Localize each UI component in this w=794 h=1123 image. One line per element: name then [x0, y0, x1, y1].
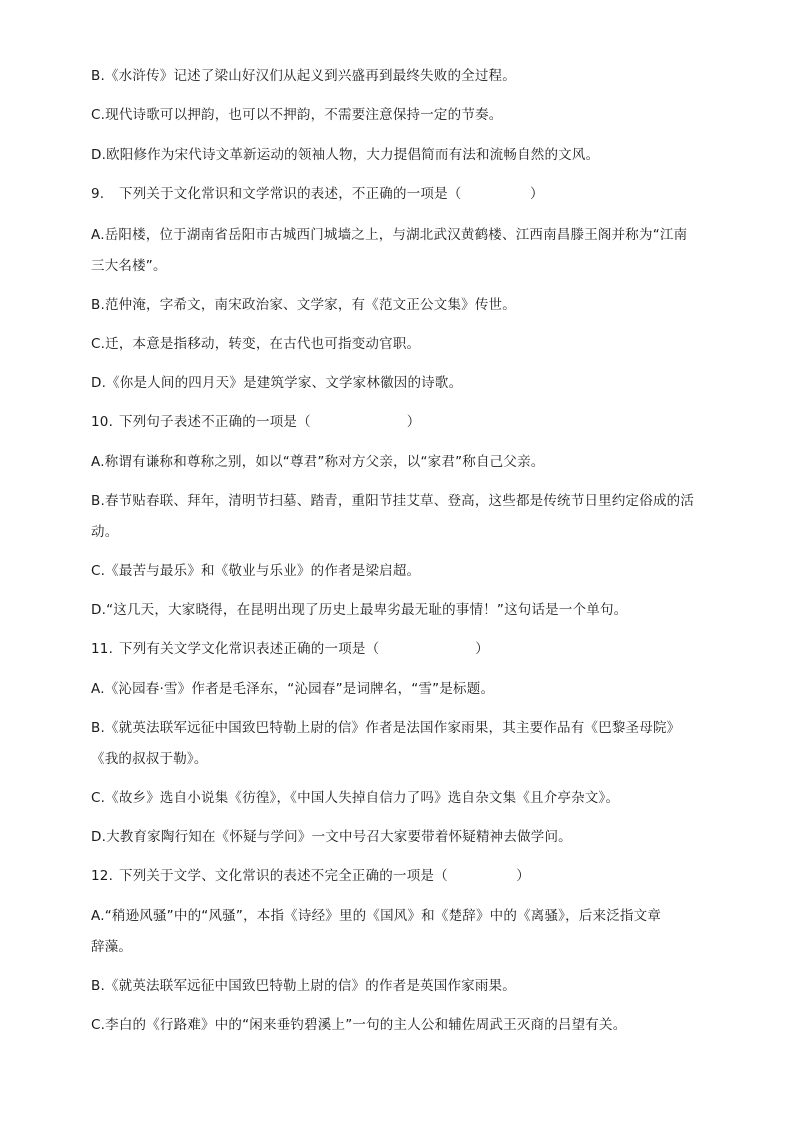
question-12	[91, 866, 711, 886]
q9-option-d: D.《你是人间的四月天》是建筑学家、文学家林徽因的诗歌。	[91, 375, 463, 391]
option-d-ouyangxiu: D.欧阳修作为宋代诗文革新运动的领袖人物，大力提倡简而有法和流畅自然的文风。	[91, 147, 600, 163]
q11-option-b-cont: 《我的叔叔于勒》。	[91, 751, 208, 767]
option-b-shuihu: B.《水浒传》记述了梁山好汉们从起义到兴盛再到最终失败的全过程。	[91, 68, 516, 84]
question-text: 下列有关文学文化常识表述正确的一项是（ ）	[119, 641, 489, 657]
q11-option-d: D.大教育家陶行知在《怀疑与学问》一文中号召大家要带着怀疑精神去做学问。	[91, 829, 572, 845]
question-number: 9.	[91, 186, 105, 202]
q9-option-c: C.迁，本意是指移动，转变，在古代也可指变动官职。	[91, 336, 421, 352]
q10-option-d: D.“这几天，大家晓得，在昆明出现了历史上最卑劣最无耻的事情！”这句话是一个单句。	[91, 602, 628, 618]
q11-option-c: C.《故乡》选自小说集《彷徨》，《中国人失掉自信力了吗》选自杂文集《且介亭杂文》。	[91, 790, 620, 806]
q9-option-b: B.范仲淹，字希文，南宋政治家、文学家，有《范文正公文集》传世。	[91, 297, 516, 313]
q10-option-b: B.春节贴春联、拜年，清明节扫墓、踏青，重阳节挂艾草、登高，这些都是传统节日里约定俗成的活	[91, 493, 695, 509]
q10-option-a: A.称谓有谦称和尊称之别，如以“尊君”称对方父亲，以“家君”称自己父亲。	[91, 454, 545, 470]
q12-option-b: B.《就英法联军远征中国致巴特勒上尉的信》的作者是英国作家雨果。	[91, 978, 516, 994]
question-number: 12.	[91, 868, 114, 884]
question-number: 11.	[91, 641, 114, 657]
question-text: 下列关于文化常识和文学常识的表述，不正确的一项是（ ）	[119, 186, 544, 202]
q10-option-c: C.《最苦与最乐》和《敬业与乐业》的作者是梁启超。	[91, 563, 421, 579]
question-11	[91, 639, 711, 659]
q12-option-c: C.李白的《行路难》中的“闲来垂钓碧溪上”一句的主人公和辅佐周武王灭商的吕望有关。	[91, 1017, 627, 1033]
q10-option-b-cont: 动。	[91, 524, 119, 540]
q9-option-a: A.岳阳楼，位于湖南省岳阳市古城西门城墙之上，与湖北武汉黄鹤楼、江西南昌滕王阁并称为“江南	[91, 227, 688, 243]
q12-option-a: A.“稍逊风骚”中的“风骚”，本指《诗经》里的《国风》和《楚辞》中的《离骚》，后来泛指文章	[91, 908, 662, 924]
q11-option-a: A.《沁园春·雪》作者是毛泽东，“沁园春”是词牌名，“雪”是标题。	[91, 681, 495, 697]
question-text: 下列句子表述不正确的一项是（ ）	[119, 414, 421, 430]
question-text: 下列关于文学、文化常识的表述不完全正确的一项是（ ）	[119, 868, 530, 884]
question-9	[91, 184, 711, 204]
question-10	[91, 412, 711, 432]
q9-option-a-cont: 三大名楼”。	[91, 258, 167, 274]
option-c-poetry: C.现代诗歌可以押韵，也可以不押韵，不需要注意保持一定的节奏。	[91, 107, 503, 123]
q12-option-a-cont: 辞藻。	[91, 939, 133, 955]
q11-option-b: B.《就英法联军远征中国致巴特勒上尉的信》作者是法国作家雨果，其主要作品有《巴黎圣母院》	[91, 720, 681, 736]
question-number: 10.	[91, 414, 114, 430]
